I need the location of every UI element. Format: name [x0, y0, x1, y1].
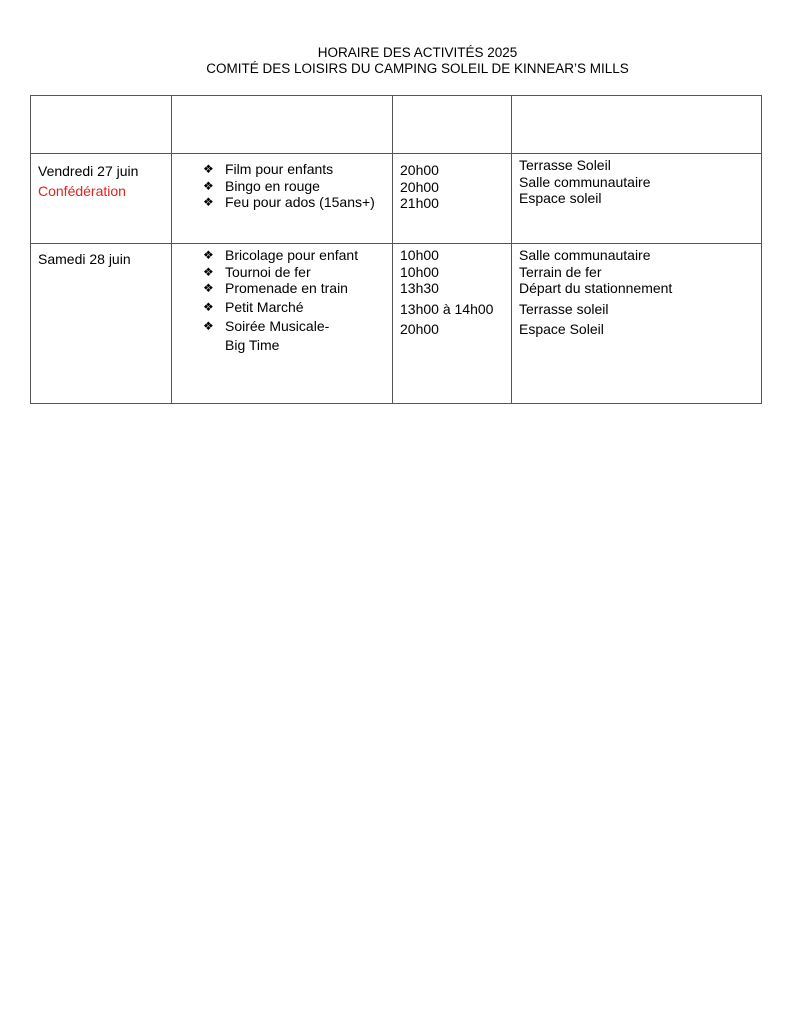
activity-name: Petit Marché [225, 298, 304, 315]
activity-place: Espace soleil [519, 190, 602, 206]
list-item [203, 299, 392, 316]
diamond-bullet-icon: ❖ [203, 319, 214, 333]
list-item [203, 178, 392, 195]
activity-name: Film pour enfants [225, 161, 334, 177]
list-item [203, 161, 392, 178]
activity-continuation: Big Time [225, 337, 280, 353]
activity-time: 13h30 [400, 280, 439, 296]
diamond-bullet-icon: ❖ [203, 299, 214, 314]
day-label: Vendredi 27 juin [38, 163, 139, 179]
table-row-friday [31, 154, 762, 244]
activity-place: Salle communautaire [519, 247, 651, 263]
list-item [203, 264, 392, 281]
list-item [203, 194, 392, 211]
document-title: HORAIRE DES ACTIVITÉS 2025 [317, 45, 518, 60]
diamond-bullet-icon: ❖ [203, 195, 214, 209]
activity-time: 20h00 [400, 162, 439, 178]
list-item [203, 317, 392, 355]
activities-cell [172, 154, 393, 244]
activity-time: 10h00 [400, 263, 439, 280]
activity-time: 21h00 [400, 195, 439, 211]
activities-list [172, 244, 392, 355]
day-cell [31, 154, 172, 244]
document-subtitle: COMITÉ DES LOISIRS DU CAMPING SOLEIL DE KINNEAR’S MILLS [206, 61, 629, 76]
day-cell [31, 244, 172, 404]
activities-list [172, 154, 392, 211]
diamond-bullet-icon: ❖ [203, 281, 214, 295]
activity-place: Terrasse Soleil [519, 157, 611, 173]
activity-name: Bricolage pour enfant [225, 247, 359, 263]
times-cell [393, 244, 512, 404]
activity-name: Tournoi de fer [225, 263, 311, 280]
schedule-table [30, 95, 762, 404]
list-item [203, 280, 392, 297]
activity-time: 20h00 [400, 178, 439, 195]
table-header-row [31, 96, 762, 154]
table-row-saturday [31, 244, 762, 404]
header-cell-place [512, 96, 762, 154]
activity-place: Salle communautaire [519, 173, 651, 190]
activity-time: 13h00 à 14h00 [400, 300, 494, 317]
activity-name: Soirée Musicale- [225, 318, 330, 334]
activity-time: 20h00 [400, 321, 439, 337]
diamond-bullet-icon: ❖ [203, 162, 214, 176]
places-cell [512, 244, 762, 404]
activity-name: Feu pour ados (15ans+) [225, 194, 375, 210]
activity-place: Terrasse soleil [519, 300, 609, 317]
header-cell-activity [172, 96, 393, 154]
document-header [0, 45, 791, 77]
header-cell-day [31, 96, 172, 154]
activity-place: Départ du stationnement [519, 280, 673, 296]
day-label: Samedi 28 juin [38, 251, 131, 267]
diamond-bullet-icon: ❖ [203, 248, 214, 262]
activity-name: Bingo en rouge [225, 177, 320, 194]
diamond-bullet-icon: ❖ [203, 178, 214, 193]
holiday-note: Confédération [38, 183, 126, 199]
diamond-bullet-icon: ❖ [203, 264, 214, 279]
activity-place: Espace Soleil [519, 321, 604, 337]
header-cell-time [393, 96, 512, 154]
activity-name: Promenade en train [225, 280, 348, 296]
activity-place: Terrain de fer [519, 263, 602, 280]
list-item [203, 247, 392, 264]
places-cell [512, 154, 762, 244]
activities-cell [172, 244, 393, 404]
times-cell [393, 154, 512, 244]
activity-time: 10h00 [400, 247, 439, 263]
